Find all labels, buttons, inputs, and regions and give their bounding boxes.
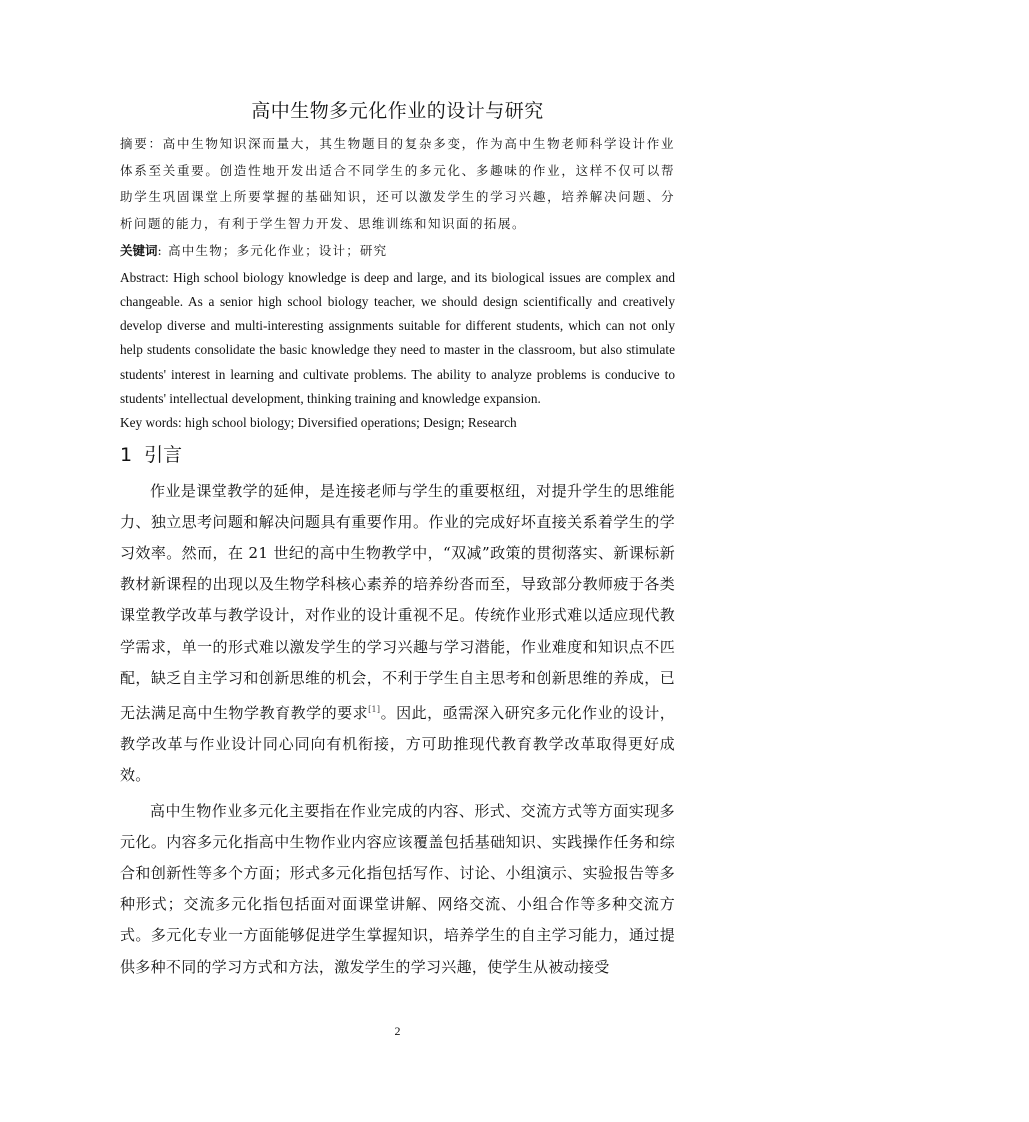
abstract-text: 高中生物知识深而量大，其生物题目的复杂多变，作为高中生物老师科学设计作业体系至关重要。创造性地开发出适合不同学生的多元化、多趣味的作业，这样不仅可以帮助学生巩固课堂上所要掌握的基础知识，还可以激发学生的学习兴趣，培养解决问题、分析问题的能力，有利于学生智力开发、思维训练和知识面的拓展。 xyxy=(120,136,675,232)
abstract-chinese xyxy=(120,131,675,238)
keywords-english: Key words: high school biology; Diversified operations; Design; Research xyxy=(120,415,517,431)
keywords-chinese xyxy=(120,238,675,264)
paragraph-text: 作业是课堂教学的延伸，是连接老师与学生的重要枢纽，对提升学生的思维能力、独立思考问题和解决问题具有重要作用。作业的完成好坏直接关系着学生的学习效率。然而，在 21 世纪的高中生物教学中，“双减”政策的贯彻落实、新课标新教材新课程的出现以及生物学科核心素养的培养纷沓而至，导致部分教师疲于各类课堂教学改革与教学设计，对作业的设计重视不足。传统作业形式难以适应现代教学需求，单一的形式难以激发学生的学习兴趣与学习潜能，作业难度和知识点不匹配，缺乏自主学习和创新思维的机会，不利于学生自主思考和创新思维的养成，已无法满足高中生物学教育教学的要求 xyxy=(120,481,675,722)
section-title: 引言 xyxy=(144,443,183,466)
paper-page xyxy=(120,90,675,987)
page-number: 2 xyxy=(394,1024,401,1038)
body-paragraph-1 xyxy=(120,476,675,792)
keywords-label: 关键词 xyxy=(120,242,158,258)
paper-title: 高中生物多元化作业的设计与研究 xyxy=(251,100,544,122)
keywords-text: : 高中生物；多元化作业；设计；研究 xyxy=(157,242,388,258)
citation-marker[interactable]: [1] xyxy=(368,704,381,714)
body-paragraph-2: 高中生物作业多元化主要指在作业完成的内容、形式、交流方式等方面实现多元化。内容多元化指高中生物作业内容应该覆盖包括基础知识、实践操作任务和综合和创新性等多个方面；形式多元化指包括写作、讨论、小组演示、实验报告等多种形式；交流多元化指包括面对面课堂讲解、网络交流、小组合作等多种交流方式。多元化专业一方面能够促进学生掌握知识，培养学生的自主学习能力，通过提供多种不同的学习方式和方法，激发学生的学习兴趣，使学生从被动接受 xyxy=(120,801,675,976)
abstract-label: 摘要： xyxy=(120,136,163,151)
paragraph-text-continued: 。因此，亟需深入研究多元化作业的设计，教学改革与作业设计同心同向有机衔接，方可助推现代教育教学改革取得更好成效。 xyxy=(120,703,675,785)
section-number: 1 xyxy=(120,443,133,466)
section-heading xyxy=(120,440,675,470)
abstract-english: Abstract: High school biology knowledge is deep and large, and its biological issues are complex and changeable. As a senior high school biology teacher, we should design scientifically and creatively develop diverse and multi-interesting assignments suitable for different students, which can not only help students consolidate the basic knowledge they need to master in the classroom, but also stimulate students' interest in learning and cultivate problems. The ability to analyze problems is conducive to students' intellectual development, thinking training and knowledge expansion. xyxy=(120,269,675,406)
